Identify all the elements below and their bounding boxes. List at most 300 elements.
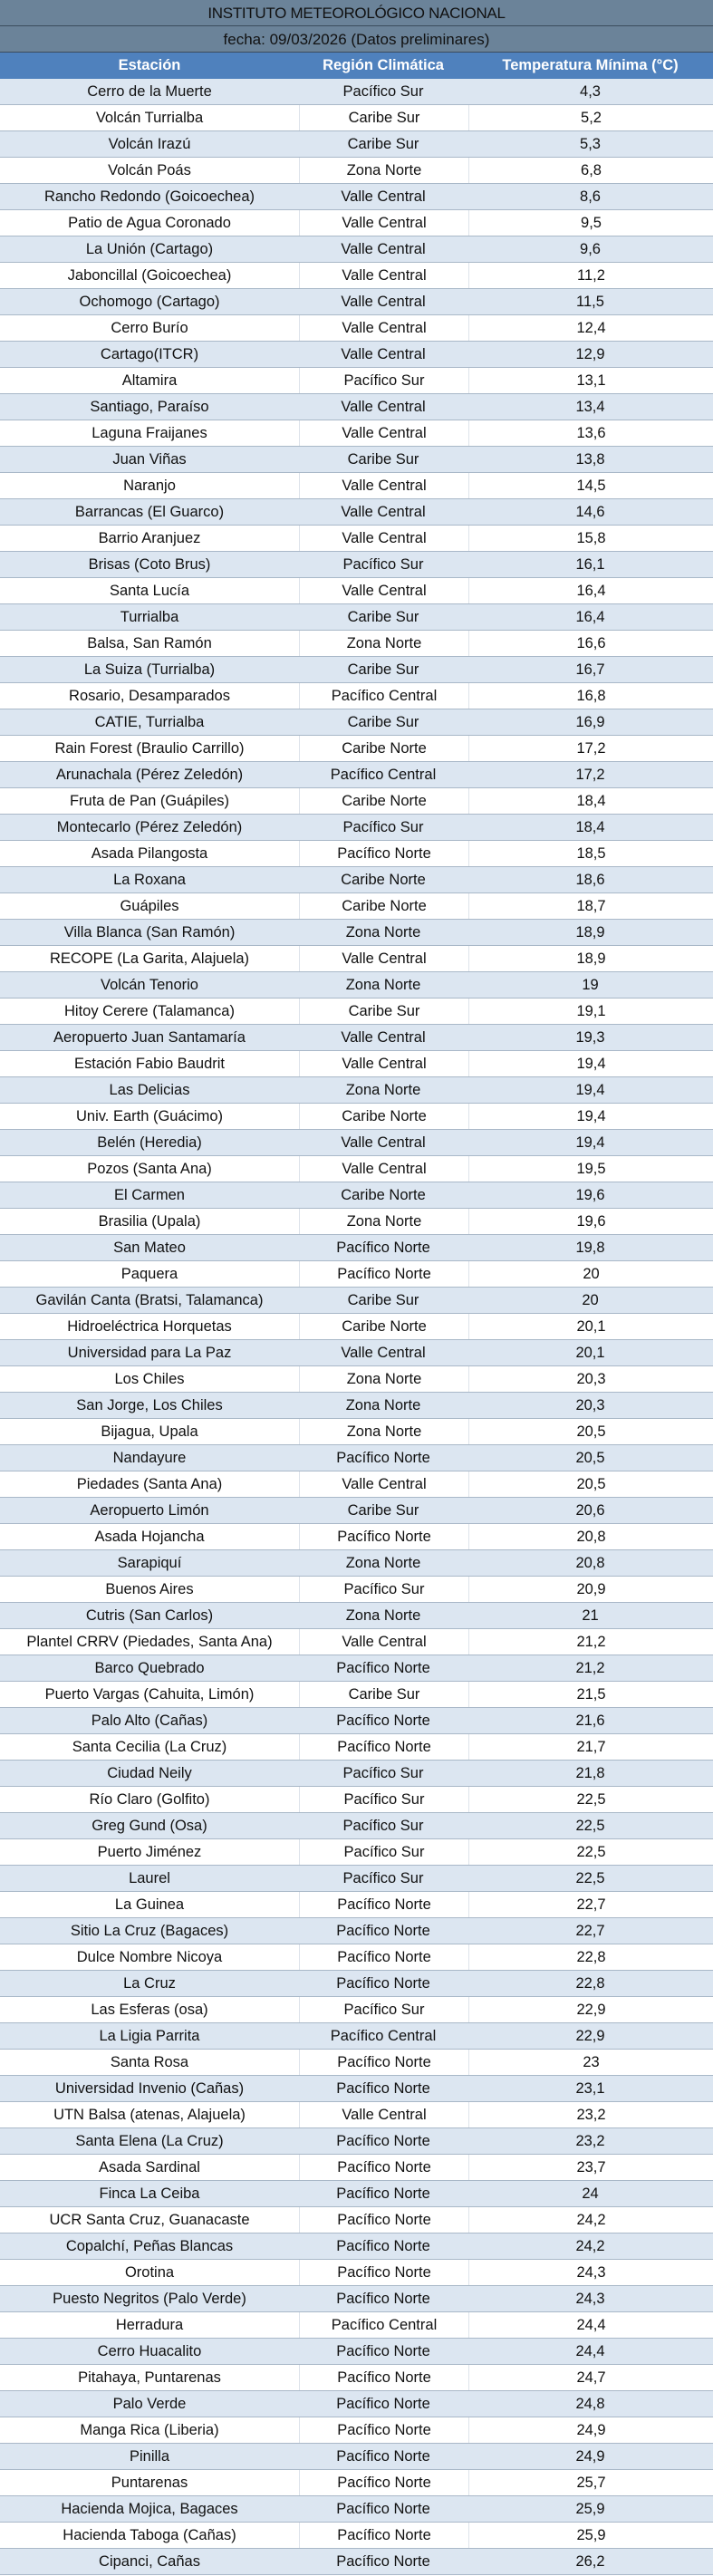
table-row bbox=[0, 2286, 713, 2312]
min-temp-cell: 24,3 bbox=[576, 2264, 606, 2281]
min-temp-cell: 16,1 bbox=[575, 556, 605, 573]
min-temp-cell: 24,8 bbox=[575, 2396, 605, 2412]
station-cell: Ochomogo (Cartago) bbox=[79, 294, 220, 310]
table-row bbox=[0, 263, 713, 289]
region-cell: Valle Central bbox=[300, 473, 469, 498]
station-cell: Aeropuerto Limón bbox=[90, 1502, 209, 1519]
region-cell: Pacífico Norte bbox=[300, 2417, 469, 2443]
min-temp-cell: 19 bbox=[582, 977, 599, 993]
min-temp-cell: 5,2 bbox=[581, 110, 602, 126]
min-temp-cell: 18,9 bbox=[575, 924, 605, 941]
table-row bbox=[0, 2050, 713, 2076]
min-temp-cell: 16,6 bbox=[576, 635, 606, 651]
table-row bbox=[0, 394, 713, 420]
station-cell: Nandayure bbox=[112, 1450, 187, 1466]
region-cell: Pacífico Norte bbox=[336, 1923, 430, 1939]
table-row bbox=[0, 736, 713, 762]
region-cell: Caribe Sur bbox=[347, 1292, 419, 1308]
table-row bbox=[0, 2260, 713, 2286]
min-temp-cell: 16,7 bbox=[575, 661, 605, 678]
min-temp-cell: 18,4 bbox=[576, 793, 606, 809]
station-cell: Los Chiles bbox=[0, 1366, 300, 1392]
min-temp-cell: 17,2 bbox=[575, 767, 605, 783]
min-temp-cell: 23,2 bbox=[576, 2107, 606, 2123]
table-row bbox=[0, 1498, 713, 1524]
region-cell: Pacífico Norte bbox=[300, 2050, 469, 2075]
table-row bbox=[0, 289, 713, 315]
station-cell: Buenos Aires bbox=[0, 1577, 300, 1602]
station-cell: Puntarenas bbox=[0, 2470, 300, 2495]
table-row bbox=[0, 841, 713, 867]
min-temp-cell: 20,8 bbox=[576, 1529, 606, 1545]
table-row bbox=[0, 315, 713, 342]
table-row bbox=[0, 236, 713, 263]
table-row bbox=[0, 2391, 713, 2417]
min-temp-cell: 19,5 bbox=[576, 1161, 606, 1177]
table-row bbox=[0, 631, 713, 657]
min-temp-cell: 20,6 bbox=[575, 1502, 605, 1519]
region-cell: Pacífico Sur bbox=[300, 1839, 469, 1865]
station-cell: Belén (Heredia) bbox=[97, 1134, 202, 1151]
region-cell: Zona Norte bbox=[300, 158, 469, 183]
region-cell: Zona Norte bbox=[345, 1607, 421, 1624]
table-row bbox=[0, 2365, 713, 2391]
min-temp-cell: 22,5 bbox=[575, 1870, 605, 1886]
table-row bbox=[0, 1603, 713, 1629]
table-row bbox=[0, 526, 713, 552]
region-cell: Zona Norte bbox=[345, 924, 421, 941]
region-cell: Valle Central bbox=[300, 1471, 469, 1497]
table-row bbox=[0, 1471, 713, 1498]
station-cell: La Ligia Parrita bbox=[99, 2028, 200, 2044]
table-row bbox=[0, 1629, 713, 1655]
region-cell: Valle Central bbox=[300, 263, 469, 288]
region-cell: Valle Central bbox=[300, 2102, 469, 2127]
min-temp-cell: 22,5 bbox=[575, 1818, 605, 1834]
region-cell: Caribe Sur bbox=[300, 105, 469, 130]
table-row bbox=[0, 1997, 713, 2023]
min-temp-cell: 21,2 bbox=[575, 1660, 605, 1676]
min-temp-cell: 11,5 bbox=[576, 294, 604, 310]
min-temp-cell: 19,4 bbox=[576, 1056, 606, 1072]
min-temp-cell: 24,4 bbox=[575, 2343, 605, 2359]
region-cell: Valle Central bbox=[341, 188, 426, 205]
region-cell: Caribe Sur bbox=[300, 999, 469, 1024]
region-cell: Caribe Sur bbox=[347, 136, 419, 152]
min-temp-cell: 22,9 bbox=[576, 2002, 606, 2018]
table-row bbox=[0, 1524, 713, 1550]
region-cell: Pacífico Sur bbox=[342, 556, 424, 573]
station-cell: Volcán Poás bbox=[0, 158, 300, 183]
station-cell: Manga Rica (Liberia) bbox=[0, 2417, 300, 2443]
min-temp-cell: 18,7 bbox=[576, 898, 606, 914]
table-row bbox=[0, 552, 713, 578]
table-row bbox=[0, 1366, 713, 1393]
min-temp-cell: 16,8 bbox=[576, 688, 606, 704]
station-cell: Greg Gund (Osa) bbox=[92, 1818, 207, 1834]
min-temp-cell: 24 bbox=[582, 2185, 599, 2202]
min-temp-cell: 19,3 bbox=[575, 1029, 605, 1046]
table-row bbox=[0, 1839, 713, 1866]
region-cell: Valle Central bbox=[300, 315, 469, 341]
region-cell: Pacífico Sur bbox=[300, 1577, 469, 1602]
table-row bbox=[0, 657, 713, 683]
region-cell: Pacífico Sur bbox=[300, 1997, 469, 2022]
region-cell: Pacífico Central bbox=[300, 683, 469, 709]
table-row bbox=[0, 1813, 713, 1839]
min-temp-cell: 19,6 bbox=[575, 1187, 605, 1203]
station-cell: Finca La Ceiba bbox=[99, 2185, 200, 2202]
table-row bbox=[0, 762, 713, 788]
station-cell: Volcán Irazú bbox=[108, 136, 191, 152]
table-row bbox=[0, 2023, 713, 2050]
station-cell: Puerto Vargas (Cahuita, Limón) bbox=[0, 1682, 300, 1707]
min-temp-cell: 12,9 bbox=[575, 346, 605, 362]
region-cell: Pacífico Norte bbox=[300, 2523, 469, 2548]
region-cell: Pacífico Sur bbox=[300, 368, 469, 393]
region-cell: Caribe Sur bbox=[347, 1502, 419, 1519]
region-cell: Zona Norte bbox=[345, 1555, 421, 1571]
table-row bbox=[0, 1734, 713, 1761]
table-row bbox=[0, 1077, 713, 1104]
table-row bbox=[0, 158, 713, 184]
table-row bbox=[0, 184, 713, 210]
station-cell: Paquera bbox=[0, 1261, 300, 1287]
min-temp-cell: 22,8 bbox=[576, 1949, 606, 1965]
min-temp-cell: 23,1 bbox=[575, 2080, 605, 2097]
station-cell: Cipanci, Cañas bbox=[99, 2553, 200, 2570]
min-temp-cell: 19,4 bbox=[575, 1082, 605, 1098]
min-temp-cell: 6,8 bbox=[581, 162, 602, 178]
min-temp-cell: 21 bbox=[582, 1607, 599, 1624]
table-row bbox=[0, 131, 713, 158]
table-row bbox=[0, 1261, 713, 1288]
region-cell: Valle Central bbox=[300, 1051, 469, 1076]
region-cell: Pacífico Norte bbox=[300, 2207, 469, 2233]
station-cell: Santiago, Paraíso bbox=[90, 399, 209, 415]
table-row bbox=[0, 2523, 713, 2549]
min-temp-cell: 19,6 bbox=[576, 1213, 606, 1230]
region-cell: Caribe Norte bbox=[300, 893, 469, 919]
region-cell: Pacífico Central bbox=[300, 2312, 469, 2338]
table-row bbox=[0, 1445, 713, 1471]
station-cell: RECOPE (La Garita, Alajuela) bbox=[0, 946, 300, 971]
table-row bbox=[0, 2496, 713, 2523]
region-cell: Valle Central bbox=[300, 1156, 469, 1182]
station-cell: Cerro Burío bbox=[0, 315, 300, 341]
table-body bbox=[0, 79, 713, 2575]
station-cell: La Cruz bbox=[123, 1975, 176, 1992]
min-temp-cell: 24,9 bbox=[575, 2448, 605, 2465]
min-temp-cell: 24,2 bbox=[576, 2212, 606, 2228]
station-cell: Arunachala (Pérez Zeledón) bbox=[55, 767, 244, 783]
min-temp-cell: 20,3 bbox=[576, 1371, 606, 1387]
region-cell: Caribe Norte bbox=[341, 872, 426, 888]
station-cell: Barrancas (El Guarco) bbox=[74, 504, 225, 520]
min-temp-cell: 9,6 bbox=[580, 241, 601, 257]
min-temp-cell: 25,7 bbox=[576, 2475, 606, 2491]
station-cell: Balsa, San Ramón bbox=[0, 631, 300, 656]
region-cell: Valle Central bbox=[341, 1029, 426, 1046]
station-cell: CATIE, Turrialba bbox=[94, 714, 205, 730]
min-temp-cell: 13,8 bbox=[575, 451, 605, 468]
region-cell: Pacífico Norte bbox=[300, 2470, 469, 2495]
table-row bbox=[0, 1025, 713, 1051]
region-cell: Pacífico Norte bbox=[336, 1660, 430, 1676]
region-cell: Pacífico Norte bbox=[336, 1975, 430, 1992]
station-cell: Hidroeléctrica Horquetas bbox=[0, 1314, 300, 1339]
station-cell: Bijagua, Upala bbox=[0, 1419, 300, 1444]
region-cell: Valle Central bbox=[341, 294, 426, 310]
station-cell: Barrio Aranjuez bbox=[0, 526, 300, 551]
station-cell: Asada Sardinal bbox=[0, 2155, 300, 2180]
station-cell: Las Esferas (osa) bbox=[0, 1997, 300, 2022]
region-cell: Pacífico Norte bbox=[300, 2155, 469, 2180]
station-cell: Orotina bbox=[0, 2260, 300, 2285]
table-row bbox=[0, 1550, 713, 1577]
min-temp-cell: 20,9 bbox=[576, 1581, 606, 1597]
station-cell: Cutris (San Carlos) bbox=[85, 1607, 214, 1624]
table-row bbox=[0, 946, 713, 972]
region-cell: Pacífico Sur bbox=[342, 1870, 424, 1886]
region-cell: Valle Central bbox=[341, 346, 426, 362]
min-temp-cell: 25,9 bbox=[575, 2501, 605, 2517]
table-row bbox=[0, 1761, 713, 1787]
min-temp-cell: 18,6 bbox=[575, 872, 605, 888]
table-row bbox=[0, 1051, 713, 1077]
station-cell: Turrialba bbox=[120, 609, 179, 625]
table-row bbox=[0, 2207, 713, 2233]
station-cell: UCR Santa Cruz, Guanacaste bbox=[0, 2207, 300, 2233]
station-cell: Santa Elena (La Cruz) bbox=[75, 2133, 224, 2149]
header-region: Región Climática bbox=[323, 57, 444, 73]
region-cell: Pacífico Sur bbox=[342, 819, 424, 835]
table-row bbox=[0, 1892, 713, 1918]
region-cell: Zona Norte bbox=[300, 1419, 469, 1444]
table-row bbox=[0, 999, 713, 1025]
table-row bbox=[0, 1866, 713, 1892]
table-row bbox=[0, 1944, 713, 1971]
region-cell: Pacífico Norte bbox=[336, 1713, 430, 1729]
region-cell: Valle Central bbox=[341, 1345, 426, 1361]
station-cell: Guápiles bbox=[0, 893, 300, 919]
region-cell: Pacífico Norte bbox=[336, 1240, 430, 1256]
region-cell: Pacífico Norte bbox=[336, 2396, 430, 2412]
region-cell: Caribe Norte bbox=[341, 1187, 426, 1203]
region-cell: Zona Norte bbox=[345, 1397, 421, 1413]
station-cell: Aeropuerto Juan Santamaría bbox=[53, 1029, 246, 1046]
table-row bbox=[0, 1314, 713, 1340]
station-cell: UTN Balsa (atenas, Alajuela) bbox=[0, 2102, 300, 2127]
min-temp-cell: 22,5 bbox=[576, 1844, 606, 1860]
station-cell: Sarapiquí bbox=[117, 1555, 182, 1571]
table-date: fecha: 09/03/2026 (Datos preliminares) bbox=[0, 26, 713, 53]
min-temp-cell: 20,5 bbox=[576, 1423, 606, 1440]
min-temp-cell: 18,9 bbox=[576, 950, 606, 967]
header-min-temp: Temperatura Mínima (°C) bbox=[502, 57, 679, 73]
table-row bbox=[0, 2312, 713, 2339]
table-row bbox=[0, 2102, 713, 2128]
station-cell: Río Claro (Golfito) bbox=[0, 1787, 300, 1812]
station-cell: Ciudad Neily bbox=[107, 1765, 192, 1781]
table-row bbox=[0, 447, 713, 473]
table-row bbox=[0, 815, 713, 841]
min-temp-cell: 22,5 bbox=[576, 1791, 606, 1808]
region-cell: Zona Norte bbox=[345, 977, 421, 993]
min-temp-cell: 19,1 bbox=[576, 1003, 606, 1019]
table-row bbox=[0, 604, 713, 631]
region-cell: Pacífico Norte bbox=[336, 2291, 430, 2307]
region-cell: Pacífico Norte bbox=[300, 841, 469, 866]
table-row bbox=[0, 2181, 713, 2207]
min-temp-cell: 17,2 bbox=[576, 740, 606, 757]
region-cell: Caribe Sur bbox=[347, 609, 419, 625]
min-temp-cell: 12,4 bbox=[576, 320, 606, 336]
table-row bbox=[0, 2233, 713, 2260]
min-temp-cell: 24,9 bbox=[576, 2422, 606, 2438]
station-cell: Herradura bbox=[0, 2312, 300, 2338]
table-row bbox=[0, 2076, 713, 2102]
region-cell: Pacífico Central bbox=[330, 767, 437, 783]
table-row bbox=[0, 1682, 713, 1708]
region-cell: Caribe Sur bbox=[347, 661, 419, 678]
table-row bbox=[0, 1104, 713, 1130]
table-row bbox=[0, 893, 713, 920]
min-temp-cell: 18,4 bbox=[575, 819, 605, 835]
min-temp-cell: 4,3 bbox=[580, 83, 601, 100]
station-cell: Plantel CRRV (Piedades, Santa Ana) bbox=[0, 1629, 300, 1655]
table-row bbox=[0, 1419, 713, 1445]
min-temp-cell: 13,4 bbox=[575, 399, 605, 415]
region-cell: Pacífico Norte bbox=[336, 2553, 430, 2570]
station-cell: La Guinea bbox=[0, 1892, 300, 1917]
table-row bbox=[0, 578, 713, 604]
table-row bbox=[0, 2470, 713, 2496]
station-cell: Altamira bbox=[0, 368, 300, 393]
min-temp-cell: 22,8 bbox=[575, 1975, 605, 1992]
table-row bbox=[0, 105, 713, 131]
station-cell: Villa Blanca (San Ramón) bbox=[63, 924, 236, 941]
table-row bbox=[0, 1288, 713, 1314]
station-cell: Rancho Redondo (Goicoechea) bbox=[43, 188, 255, 205]
table-row bbox=[0, 210, 713, 236]
region-cell: Pacífico Norte bbox=[300, 1524, 469, 1549]
region-cell: Valle Central bbox=[341, 399, 426, 415]
min-temp-cell: 20 bbox=[583, 1266, 600, 1282]
station-cell: Rosario, Desamparados bbox=[0, 683, 300, 709]
min-temp-cell: 23,7 bbox=[576, 2159, 606, 2176]
region-cell: Pacífico Sur bbox=[342, 1818, 424, 1834]
region-cell: Pacífico Norte bbox=[336, 1450, 430, 1466]
region-cell: Pacífico Norte bbox=[300, 2260, 469, 2285]
min-temp-cell: 14,6 bbox=[575, 504, 605, 520]
column-headers bbox=[0, 53, 713, 79]
table-row bbox=[0, 420, 713, 447]
table-row bbox=[0, 1708, 713, 1734]
min-temp-cell: 13,1 bbox=[576, 372, 606, 389]
table-row bbox=[0, 1971, 713, 1997]
min-temp-cell: 15,8 bbox=[576, 530, 606, 546]
station-cell: Hacienda Mojica, Bagaces bbox=[61, 2501, 238, 2517]
station-cell: Cerro de la Muerte bbox=[87, 83, 212, 100]
station-cell: Asada Pilangosta bbox=[0, 841, 300, 866]
station-cell: Naranjo bbox=[0, 473, 300, 498]
table-row bbox=[0, 1655, 713, 1682]
table-row bbox=[0, 1156, 713, 1182]
min-temp-cell: 22,9 bbox=[575, 2028, 605, 2044]
station-cell: Barco Quebrado bbox=[94, 1660, 205, 1676]
station-cell: Piedades (Santa Ana) bbox=[0, 1471, 300, 1497]
region-cell: Pacífico Norte bbox=[336, 2501, 430, 2517]
table-row bbox=[0, 920, 713, 946]
min-temp-cell: 20,8 bbox=[575, 1555, 605, 1571]
region-cell: Valle Central bbox=[300, 526, 469, 551]
station-cell: La Unión (Cartago) bbox=[85, 241, 214, 257]
station-cell: La Roxana bbox=[113, 872, 186, 888]
station-cell: Montecarlo (Pérez Zeledón) bbox=[56, 819, 243, 835]
table-row bbox=[0, 473, 713, 499]
region-cell: Pacífico Norte bbox=[336, 2343, 430, 2359]
table-row bbox=[0, 1235, 713, 1261]
station-cell: Pitahaya, Puntarenas bbox=[0, 2365, 300, 2390]
station-cell: Dulce Nombre Nicoya bbox=[0, 1944, 300, 1970]
station-cell: Hitoy Cerere (Talamanca) bbox=[0, 999, 300, 1024]
min-temp-cell: 24,2 bbox=[575, 2238, 605, 2254]
region-cell: Valle Central bbox=[300, 946, 469, 971]
min-temp-cell: 21,2 bbox=[576, 1634, 606, 1650]
min-temp-cell: 24,7 bbox=[576, 2369, 606, 2386]
min-temp-cell: 21,6 bbox=[575, 1713, 605, 1729]
min-temp-cell: 16,9 bbox=[575, 714, 605, 730]
region-cell: Caribe Norte bbox=[300, 1314, 469, 1339]
station-cell: Universidad Invenio (Cañas) bbox=[54, 2080, 245, 2097]
table-row bbox=[0, 683, 713, 709]
region-cell: Pacífico Norte bbox=[336, 2238, 430, 2254]
region-cell: Caribe Sur bbox=[347, 451, 419, 468]
region-cell: Pacífico Norte bbox=[336, 2185, 430, 2202]
station-cell: Santa Cecilia (La Cruz) bbox=[0, 1734, 300, 1760]
table-row bbox=[0, 368, 713, 394]
min-temp-cell: 26,2 bbox=[575, 2553, 605, 2570]
region-cell: Pacífico Norte bbox=[300, 1261, 469, 1287]
region-cell: Valle Central bbox=[300, 210, 469, 236]
region-cell: Zona Norte bbox=[300, 631, 469, 656]
table-row bbox=[0, 2549, 713, 2575]
table-row bbox=[0, 1787, 713, 1813]
table-row bbox=[0, 1918, 713, 1944]
table-row bbox=[0, 2155, 713, 2181]
station-cell: Volcán Turrialba bbox=[0, 105, 300, 130]
min-temp-cell: 20,1 bbox=[576, 1318, 606, 1335]
table-row bbox=[0, 79, 713, 105]
region-cell: Pacífico Sur bbox=[342, 83, 424, 100]
min-temp-cell: 24,3 bbox=[575, 2291, 605, 2307]
station-cell: Sitio La Cruz (Bagaces) bbox=[70, 1923, 229, 1939]
min-temp-cell: 21,8 bbox=[575, 1765, 605, 1781]
table-row bbox=[0, 1130, 713, 1156]
station-cell: Santa Lucía bbox=[0, 578, 300, 603]
min-temp-cell: 20,3 bbox=[575, 1397, 605, 1413]
min-temp-cell: 13,6 bbox=[576, 425, 606, 441]
station-cell: Fruta de Pan (Guápiles) bbox=[0, 788, 300, 814]
region-cell: Caribe Norte bbox=[300, 1104, 469, 1129]
table-row bbox=[0, 709, 713, 736]
min-temp-cell: 25,9 bbox=[576, 2527, 606, 2543]
station-cell: Estación Fabio Baudrit bbox=[0, 1051, 300, 1076]
station-cell: Cartago(ITCR) bbox=[100, 346, 199, 362]
station-cell: Jaboncillal (Goicoechea) bbox=[0, 263, 300, 288]
station-cell: Puesto Negritos (Palo Verde) bbox=[53, 2291, 246, 2307]
